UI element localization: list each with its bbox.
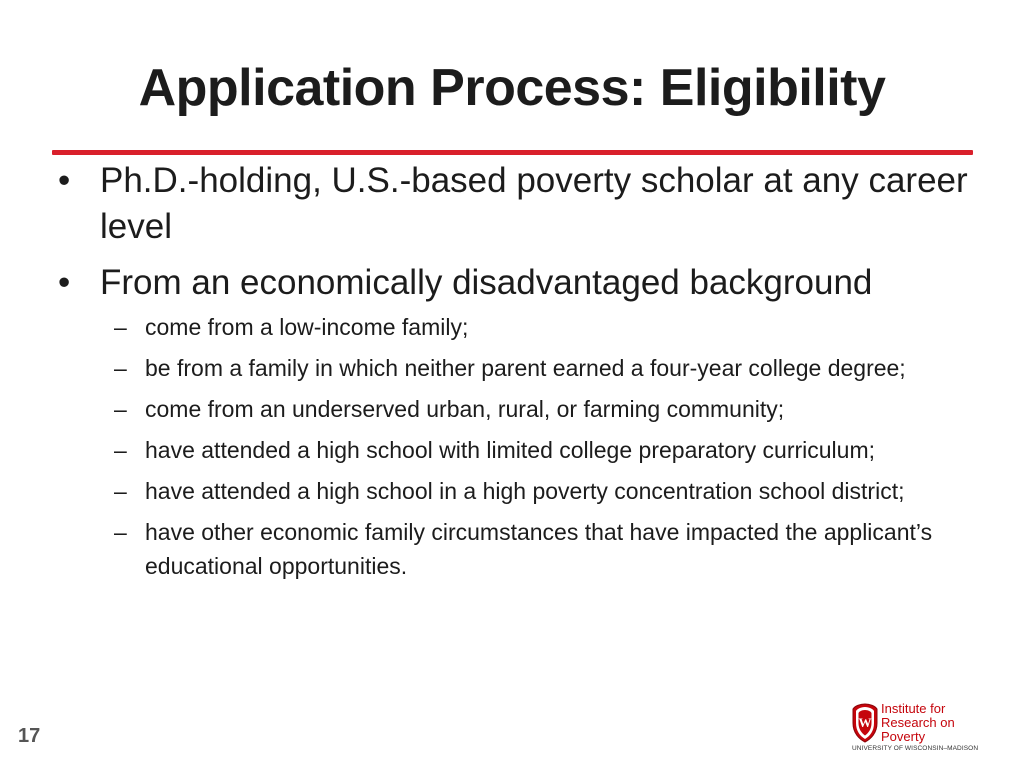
sub-bullet-text: have attended a high school with limited college preparatory curriculum; [145, 437, 876, 463]
sub-bullet-item [114, 433, 973, 467]
sub-bullet-text: have attended a high school in a high poverty concentration school district; [145, 478, 905, 504]
title-divider [52, 150, 973, 155]
logo-line-1: Institute for [881, 701, 946, 716]
sub-bullet-text: come from a low-income family; [145, 314, 469, 340]
page-number: 17 [18, 725, 41, 747]
bullet-item [58, 158, 973, 250]
sub-bullet-item [114, 310, 973, 344]
sub-bullet-item [114, 515, 973, 583]
sub-bullet-marker: – [114, 314, 127, 340]
sub-bullet-item [114, 392, 973, 426]
sub-bullet-marker: – [114, 519, 127, 545]
sub-bullet-text: have other economic family circumstances that have impacted the applicant’s educational opportunities. [145, 519, 933, 579]
logo-line-3: Poverty [881, 729, 926, 744]
sub-bullet-item [114, 474, 973, 508]
sub-bullet-marker: – [114, 355, 127, 381]
bullet-item [58, 260, 973, 306]
bullet-marker: • [58, 161, 71, 200]
crest-letter: W [858, 715, 872, 730]
logo-text [881, 702, 955, 744]
sub-bullet-text: come from an underserved urban, rural, or farming community; [145, 396, 785, 422]
sub-bullet-marker: – [114, 396, 127, 422]
slide-content [58, 158, 973, 590]
bullet-text: Ph.D.-holding, U.S.-based poverty scholar at any career level [100, 161, 968, 246]
slide-title: Application Process: Eligibility [138, 59, 886, 117]
logo-subline: UNIVERSITY OF WISCONSIN–MADISON [852, 745, 979, 752]
sub-bullet-marker: – [114, 478, 127, 504]
sub-bullet-marker: – [114, 437, 127, 463]
sub-bullet-text: be from a family in which neither parent earned a four-year college degree; [145, 355, 906, 381]
uw-crest-icon [851, 703, 879, 743]
irp-logo [851, 701, 979, 755]
sub-bullet-list [114, 310, 973, 583]
bullet-marker: • [58, 263, 71, 302]
logo-line-2: Research on [881, 715, 955, 730]
sub-bullet-item [114, 351, 973, 385]
bullet-text: From an economically disadvantaged background [100, 263, 873, 302]
